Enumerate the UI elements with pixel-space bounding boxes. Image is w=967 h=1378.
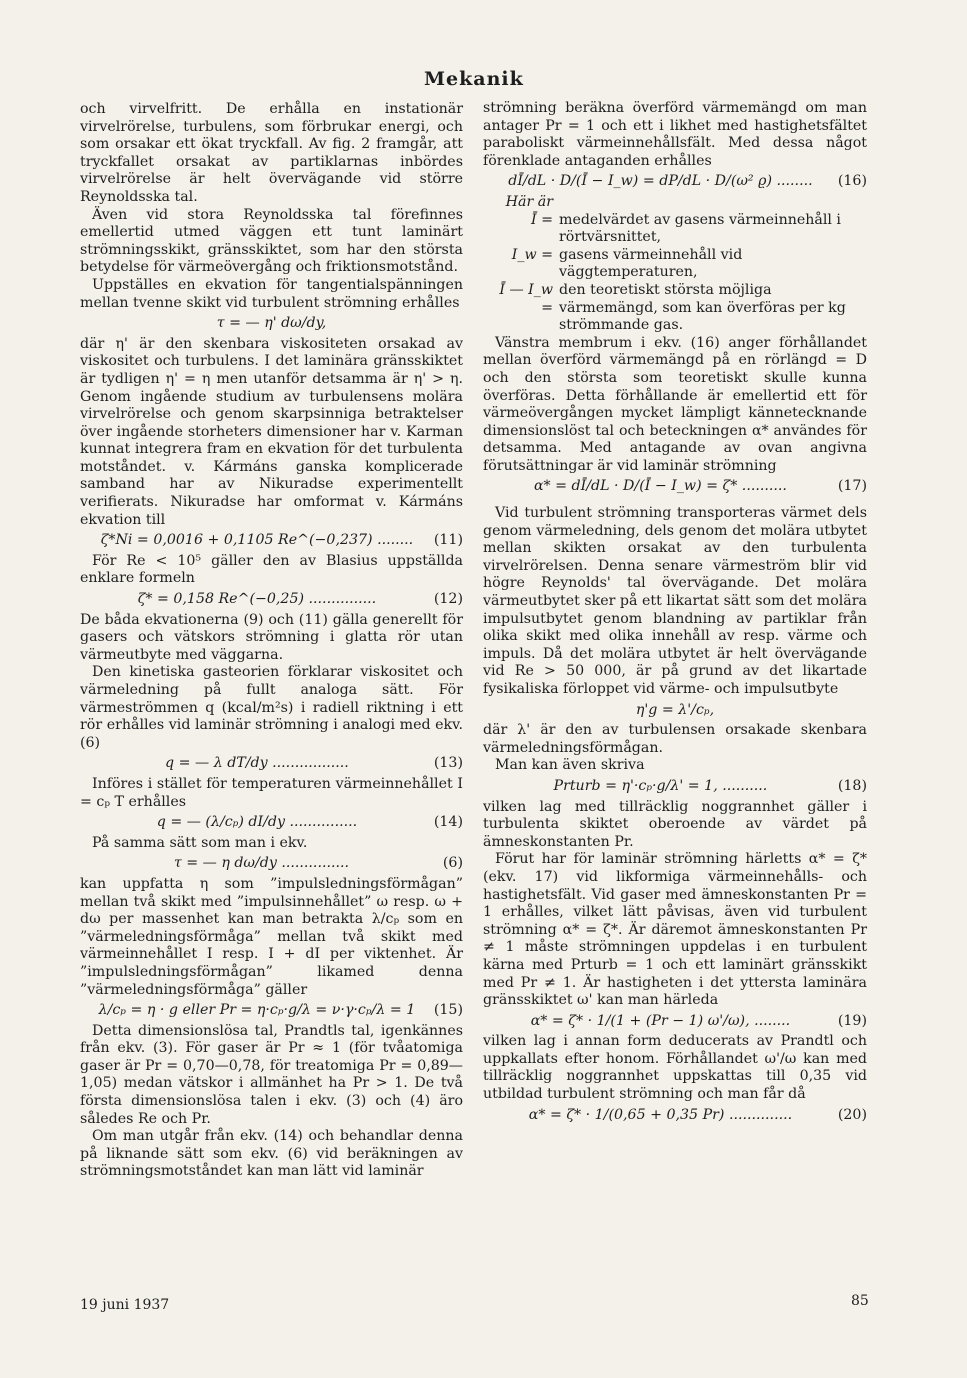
equation-expr: ζ* = 0,158 Re^(−0,25) ...............: [137, 591, 377, 608]
equation: [483, 702, 867, 720]
paragraph: På samma sätt som man i ekv.: [92, 834, 308, 851]
equation-13: [80, 755, 463, 773]
paragraph: Även vid stora Reynoldsska tal förefinnes emellertid utmed väggen ett tunt laminärt strömningsskikt, gränsskiktet, som har den största betydelse för värmeövergång och friktionsmotstånd.: [80, 206, 463, 276]
equation-20: [483, 1107, 867, 1125]
definition-row: [483, 282, 867, 335]
section-header: Mekanik: [424, 68, 524, 90]
equation-15: [80, 1002, 463, 1020]
equation-number: (17): [837, 478, 867, 495]
equation-expr: τ = — η dω/dy ...............: [173, 855, 350, 872]
paragraph: vilken lag med tillräcklig noggrannhet gäller i turbulenta skiktet oberoende av värdet på ämneskonstanten Pr.: [483, 798, 867, 850]
equation-number: (18): [837, 777, 867, 794]
equation-18: [483, 778, 867, 796]
equation-16: [483, 173, 867, 191]
equation-expr: Prturb = η'·cₚ·g/λ' = 1, ..........: [553, 777, 768, 794]
equation-number: (20): [837, 1106, 867, 1123]
equation-expr: α* = ζ* · 1/(1 + (Pr − 1) ω'/ω), ........: [530, 1012, 791, 1029]
paragraph: Man kan även skriva: [495, 757, 645, 774]
paragraph: och virvelfritt. De erhålla en instationär virvelrörelse, turbulens, som förbrukar energi, och som orsakar ett ökat tryckfall. Av fig. 2 framgår, att tryckfallet orsakat av partiklarnas inbördes virvelrörelse är helt övervägande vid större Reynoldsska tal.: [80, 101, 463, 205]
equation-expr: q = — (λ/cₚ) dI/dy ...............: [156, 814, 358, 831]
paragraph: vilken lag i annan form deducerats av Prandtl och uppkallats efter honom. Förhållandet ω'/ω kan med tillräcklig noggrannhet uppskattas till 0,35 vid utbildad turbulent strömning och man får då: [483, 1033, 867, 1103]
definitions-intro: Här är: [505, 193, 553, 210]
paragraph: Vänstra membrum i ekv. (16) anger förhållandet mellan överförd värmemängd på en rörlängd = D och den största som teoretiskt skulle kunna överföras. Detta förhållande är emellertid ett för värmeövergången mycket lämpligt kännetecknande dimensionslöst tal och beteckningen α* användes för detsamma. Med antagande av ovan angivna förutsättningar är vid laminär strömning: [483, 334, 867, 474]
definition-row: [483, 212, 867, 247]
paragraph: strömning beräkna överförd värmemängd om man antager Pr = 1 och ett i likhet med hastighetsfältet paraboliskt värmeinnehållsfält. Med dessa något förenklade antaganden erhålles: [483, 100, 867, 169]
equation-17: [483, 478, 867, 496]
paragraph: De båda ekvationerna (9) och (11) gälla generellt för gasers och vätskors strömning i glatta rör utan värmeutbyte med väggarna.: [80, 611, 463, 663]
paragraph: Detta dimensionslösa tal, Prandtls tal, igenkännes från ekv. (3). För gaser är Pr ≈ 1 (för tvåatomiga gaser är Pr = 0,70—0,78, för treatomiga Pr = 0,89—1,05) medan vätskor i allmänhet ha Pr > 1. De två första dimensionslösa talen i ekv. (3) och (4) äro således Re och Pr.: [80, 1022, 463, 1127]
right-column: [483, 100, 867, 1127]
page-number: 85: [851, 1293, 869, 1309]
equation-12: [80, 591, 463, 609]
issue-date: 19 juni 1937: [80, 1297, 170, 1313]
equation-expr: λ/cₚ = η · g eller Pr = η·cₚ·g/λ = ν·γ·cₚ/λ = 1: [98, 1002, 416, 1019]
paragraph: Uppställes en ekvation för tangentialspänningen mellan tvenne skikt vid turbulent strömning erhålles: [80, 276, 463, 311]
paragraph: Införes i stället för temperaturen värmeinnehållet I = cₚ T erhålles: [80, 775, 463, 810]
equation-expr: α* = dĪ/dL · D/(Ī − I_w) = ζ* ..........: [533, 478, 787, 495]
definition-row: [483, 247, 867, 282]
left-column: [80, 101, 463, 1181]
equation-11: [80, 532, 463, 550]
paragraph: Förut har för laminär strömning härletts α* = ζ* (ekv. 17) vid likformiga värmeinnehålls- och hastighetsfält. Vid gaser med ämneskonstanten Pr = 1 erhålles, vilket lätt påvisas, även vid turbulent strömning α* = ζ*. Är däremot ämneskonstanten Pr ≠ 1 måste strömningen uppdelas i en turbulent kärna med Prturb = 1 och ett laminärt gränsskikt med Pr ≠ 1. Är hastigheten i det yttersta laminära gränsskiktet ω' kan man härleda: [483, 851, 867, 1009]
equation-expr: τ = — η' dω/dy,: [216, 315, 327, 332]
definition-symbol: Ī — I_w =: [499, 281, 553, 316]
equation-19: [483, 1013, 867, 1031]
definition-symbol: Ī =: [530, 211, 553, 228]
definition-text: medelvärdet av gasens värmeinnehåll i rörtvärsnittet,: [559, 211, 841, 246]
equation-14: [80, 814, 463, 832]
equation-number: (14): [433, 814, 463, 831]
equation-number: (6): [442, 855, 463, 872]
definition-text: den teoretiskt största möjliga värmemängd, som kan överföras per kg strömmande gas.: [559, 281, 846, 334]
paragraph: För Re < 10⁵ gäller den av Blasius uppställda enklare formeln: [80, 552, 463, 587]
equation: [80, 315, 463, 333]
paragraph: kan uppfatta η som ”impulsledningsförmågan” mellan två skikt med ”impulsinnehållet” ω resp. ω + dω per massenhet kan man betrakta λ/cₚ som en ”värmeledningsförmåga” mellan två skikt med värmeinnehållet I resp. I + dI per viktenhet. Är ”impulsledningsförmågan” likamed denna ”värmeledningsförmåga” gäller: [80, 875, 463, 998]
definition-row: [483, 194, 867, 212]
definition-text: gasens värmeinnehåll vid väggtemperaturen,: [559, 246, 743, 281]
paragraph: Om man utgår från ekv. (14) och behandlar denna på liknande sätt som ekv. (6) vid beräkningen av strömningsmotståndet kan man lätt vid laminär: [80, 1128, 463, 1180]
equation-expr: η'g = λ'/cₚ,: [635, 701, 715, 718]
equation-expr: dĪ/dL · D/(Ī − I_w) = dP/dL · D/(ω² ϱ) ........: [508, 173, 813, 190]
equation-number: (19): [837, 1012, 867, 1029]
paragraph: Den kinetiska gasteorien förklarar viskositet och värmeledning på fullt analoga sätt. För värmeströmmen q (kcal/m²s) i radiell riktning i ett rör erhålles vid laminär strömning i analogi med ekv. (6): [80, 664, 463, 751]
equation-number: (11): [433, 532, 463, 549]
paragraph: Vid turbulent strömning transporteras värmet dels genom värmeledning, dels genom det molära utbytet mellan skikten orsakat av den turbulenta virvelrörelsen. Denna senare värmeström blir vid högre Reynolds' tal övervägande. Det molära värmeutbytet sker på ett likartat sätt som det molära impulsutbytet genom blandning av partiklar från olika skikt med olika innehåll av resp. värme och impuls. Då det molära utbytet är helt övervägande vid Re > 50 000, är på grund av det likartade fysikaliska förloppet vid värme- och impulsutbyte: [483, 505, 867, 697]
equation-number: (13): [433, 755, 463, 772]
equation-number: (16): [837, 173, 867, 190]
equation-expr: ζ*Ni = 0,0016 + 0,1105 Re^(−0,237) ........: [100, 532, 414, 549]
equation-6: [80, 855, 463, 873]
equation-number: (12): [433, 591, 463, 608]
equation-expr: α* = ζ* · 1/(0,65 + 0,35 Pr) ..............: [528, 1106, 793, 1123]
paragraph: där λ' är den av turbulensen orsakade skenbara värmeledningsförmågan.: [483, 722, 867, 756]
equation-number: (15): [433, 1002, 463, 1019]
definition-symbol: I_w =: [511, 246, 553, 263]
equation-expr: q = — λ dT/dy .................: [165, 755, 349, 772]
paragraph: där η' är den skenbara viskositeten orsakad av viskositet och turbulens. I det laminära gränsskiktet är tydligen η' = η men utanför detsamma är η' > η. Genom ingående studium av turbulensens molära virvelrörelse och genom skarpsinniga betraktelser över ingående storheters dimensioner har v. Karman kunnat integrera fram en ekvation för det turbulenta motståndet. v. Kármáns ganska komplicerade samband har av Nikuradse experimentellt verifierats. Nikuradse har omformat v. Kármáns ekvation till: [80, 335, 463, 528]
